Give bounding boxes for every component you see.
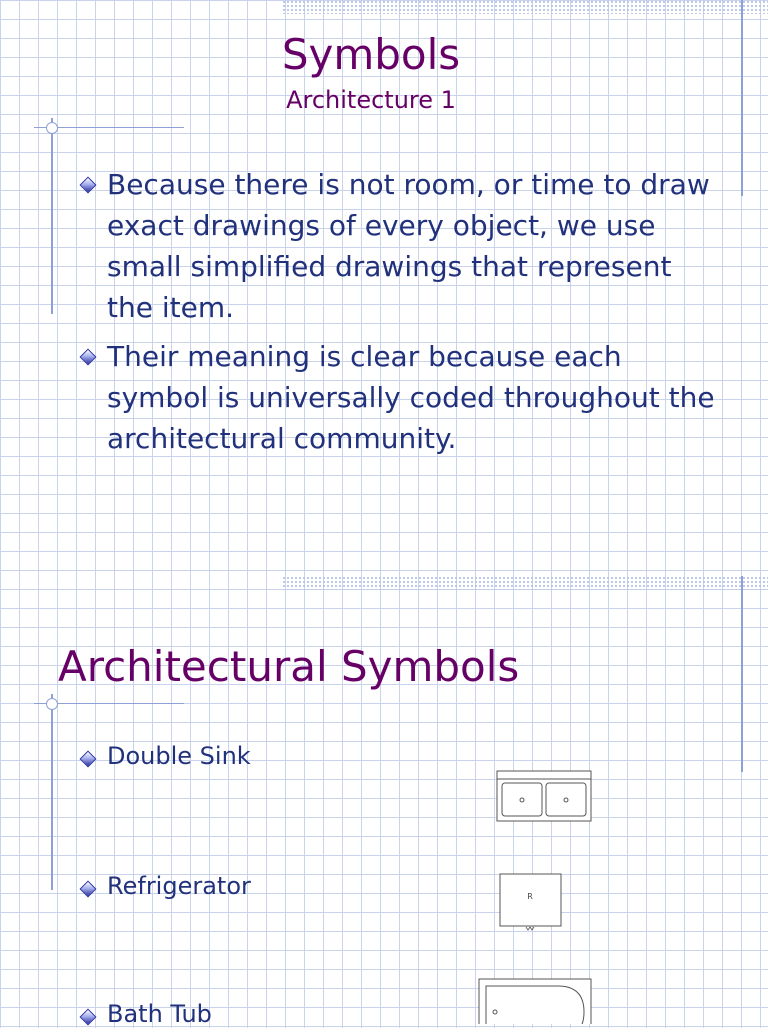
diamond-bullet-icon [80, 177, 97, 194]
bullet-text: Because there is not room, or time to draw exact drawings of every object, we use small simplified drawings that represent the item. [107, 168, 710, 324]
decorative-vertical-line-left [51, 118, 53, 314]
slide-title-2: Architectural Symbols [58, 642, 520, 691]
decorative-stripe-top-2 [282, 576, 768, 590]
decorative-vertical-line-left-2 [51, 694, 53, 890]
bullet-text: Their meaning is clear because each symbol is universally coded throughout the architectural community. [107, 340, 715, 455]
decorative-vertical-line-2 [741, 576, 743, 772]
item-label: Refrigerator [107, 872, 251, 900]
bath-tub-icon [478, 978, 592, 1024]
list-item-double-sink [80, 742, 251, 770]
refrigerator-icon [498, 872, 564, 932]
slide-title: Symbols [281, 30, 461, 79]
bullet-list [80, 164, 720, 467]
decorative-stripe-top [282, 0, 768, 14]
diamond-bullet-icon [80, 349, 97, 366]
item-label: Double Sink [107, 742, 251, 770]
decorative-circle-2 [46, 698, 58, 710]
decorative-circle [46, 122, 58, 134]
bullet-item [80, 164, 720, 328]
double-sink-icon [496, 770, 592, 822]
item-label: Bath Tub [107, 1000, 212, 1028]
refrigerator-symbol-label: R [527, 892, 533, 901]
diamond-bullet-icon [80, 1009, 97, 1026]
list-item-refrigerator [80, 872, 251, 900]
bullet-item [80, 336, 720, 459]
diamond-bullet-icon [80, 751, 97, 768]
slide-subtitle: Architecture 1 [286, 86, 456, 114]
diamond-bullet-icon [80, 881, 97, 898]
